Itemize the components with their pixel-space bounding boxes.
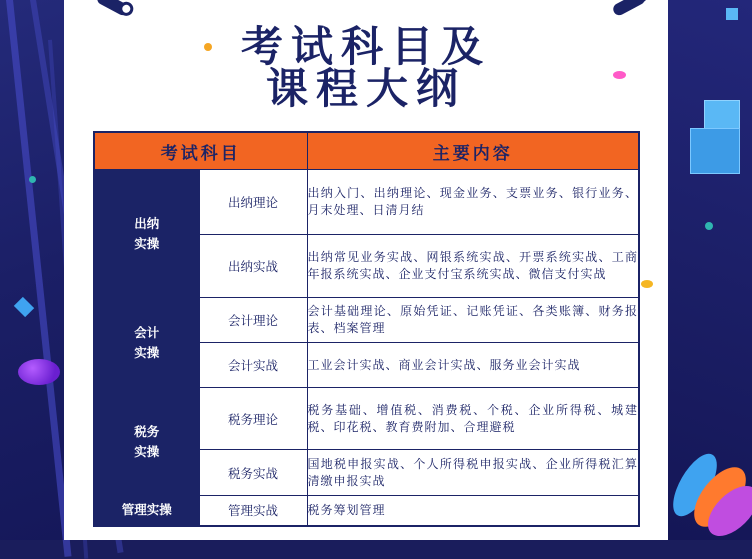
category-label: 实操 bbox=[134, 443, 160, 459]
content-cell: 出纳入门、出纳理论、现金业务、支票业务、银行业务、月末处理、日清月结 bbox=[307, 170, 639, 235]
subject-cell: 会计实战 bbox=[199, 343, 307, 388]
cube-icon bbox=[726, 8, 738, 20]
header-content: 主要内容 bbox=[307, 132, 639, 170]
content-cell: 工业会计实战、商业会计实战、服务业会计实战 bbox=[307, 343, 639, 388]
table-row bbox=[94, 496, 639, 526]
category-cell: 管理实操 bbox=[94, 496, 199, 526]
cube-stack-icon bbox=[690, 100, 742, 180]
category-label: 税务 bbox=[134, 423, 160, 439]
table-row bbox=[94, 298, 639, 343]
category-label: 实操 bbox=[134, 344, 160, 360]
syllabus-table bbox=[93, 131, 640, 527]
poster-card bbox=[64, 0, 668, 540]
orange-dot-icon bbox=[204, 43, 212, 51]
subject-cell: 出纳实战 bbox=[199, 235, 307, 298]
teal-dot-icon bbox=[705, 222, 713, 230]
category-label: 出纳 bbox=[134, 215, 160, 231]
subject-cell: 税务实战 bbox=[199, 450, 307, 496]
subject-cell: 会计理论 bbox=[199, 298, 307, 343]
content-cell: 会计基础理论、原始凭证、记账凭证、各类账簿、财务报表、档案管理 bbox=[307, 298, 639, 343]
subject-cell: 管理实战 bbox=[199, 496, 307, 526]
table-row bbox=[94, 388, 639, 450]
page-title-line-1: 考试科目及 bbox=[240, 22, 491, 71]
decor-stripe bbox=[6, 0, 71, 557]
teal-dot-icon bbox=[29, 176, 36, 183]
content-cell: 出纳常见业务实战、网银系统实战、开票系统实战、工商年报系统实战、企业支付宝系统实战、微信支付实战 bbox=[307, 235, 639, 298]
category-cell bbox=[94, 388, 199, 496]
content-cell: 国地税申报实战、个人所得税申报实战、企业所得税汇算清缴申报实战 bbox=[307, 450, 639, 496]
feather-icon bbox=[676, 440, 752, 540]
pink-dot-icon bbox=[613, 71, 626, 79]
content-cell: 税务筹划管理 bbox=[307, 496, 639, 526]
subject-cell: 出纳理论 bbox=[199, 170, 307, 235]
left-background bbox=[0, 0, 70, 540]
page-title-line-2: 课程大纲 bbox=[265, 64, 466, 113]
category-cell bbox=[94, 298, 199, 388]
subject-cell: 税务理论 bbox=[199, 388, 307, 450]
purple-ball-icon bbox=[18, 359, 60, 385]
yellow-dot-icon bbox=[641, 280, 653, 288]
table-row bbox=[94, 170, 639, 235]
category-label: 会计 bbox=[134, 324, 160, 340]
table-header-row bbox=[94, 132, 639, 170]
category-label: 实操 bbox=[134, 235, 160, 251]
category-cell bbox=[94, 170, 199, 298]
content-cell: 税务基础、增值税、消费税、个税、企业所得税、城建税、印花税、教育费附加、合理避税 bbox=[307, 388, 639, 450]
header-subject: 考试科目 bbox=[94, 132, 307, 170]
